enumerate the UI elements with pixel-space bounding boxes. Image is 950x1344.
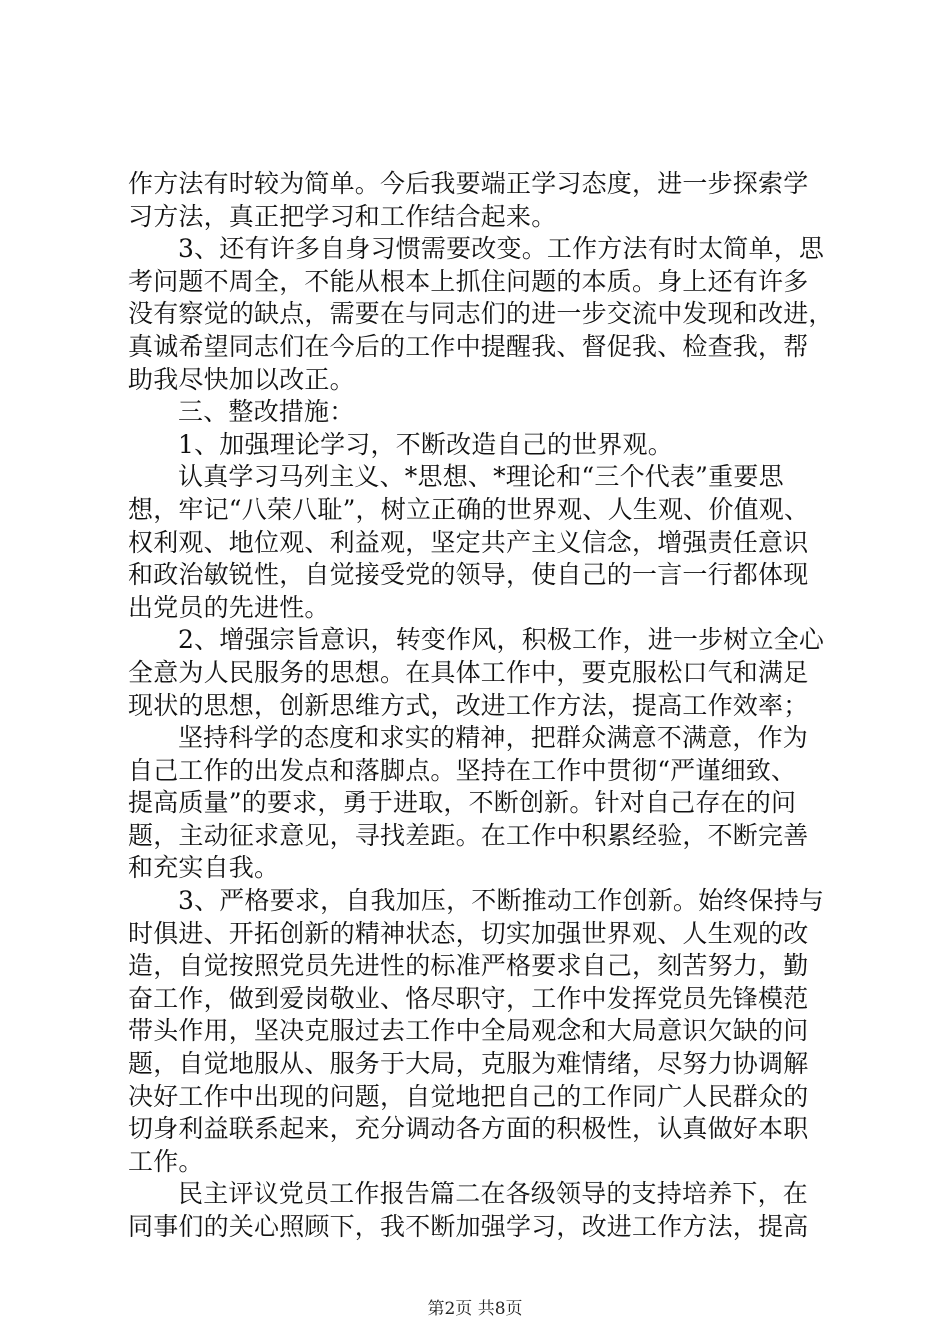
- text-line: 没有察觉的缺点，需要在与同志们的进一步交流中发现和改进，: [128, 299, 834, 329]
- text-line: 助我尽快加以改正。: [128, 364, 355, 394]
- text-line: 同事们的关心照顾下，我不断加强学习，改进工作方法，提高: [128, 1212, 809, 1241]
- text-line: 和政治敏锐性，自觉接受党的领导，使自己的一言一行都体现: [128, 560, 809, 590]
- text-line: 坚持科学的态度和求实的精神，把群众满意不满意，作为: [178, 723, 809, 753]
- text-line: 自己工作的出发点和落脚点。坚持在工作中贯彻“严谨细致、: [128, 755, 797, 785]
- text-line: 和充实自我。: [128, 853, 280, 883]
- text-line: 奋工作，做到爱岗敬业、恪尽职守，工作中发挥党员先锋模范: [128, 983, 809, 1013]
- text-line: 题，自觉地服从、服务于大局，克服为难情绪，尽努力协调解: [128, 1049, 809, 1079]
- section-heading: 三、整改措施：: [178, 397, 355, 427]
- body-text: [128, 168, 834, 1244]
- text-line: 权利观、地位观、利益观，坚定共产主义信念，增强责任意识: [128, 527, 809, 557]
- text-line: 全意为人民服务的思想。在具体工作中，要克服松口气和满足: [128, 657, 809, 687]
- text-line: 出党员的先进性。: [128, 592, 330, 622]
- text-line: 决好工作中出现的问题，自觉地把自己的工作同广人民群众的: [128, 1081, 809, 1111]
- text-line: 题，主动征求意见，寻找差距。在工作中积累经验，不断完善: [128, 820, 809, 850]
- text-line: 切身利益联系起来，充分调动各方面的积极性，认真做好本职: [128, 1114, 809, 1144]
- text-line: 提高质量”的要求，勇于进取，不断创新。针对自己存在的问: [128, 788, 797, 818]
- text-line: 造，自觉按照党员先进性的标准严格要求自己，刻苦努力，勤: [128, 951, 809, 981]
- text-line: 想，牢记“八荣八耻”，树立正确的世界观、人生观、价值观、: [128, 494, 810, 524]
- text-line: 3、严格要求，自我加压，不断推动工作创新。始终保持与: [178, 886, 825, 916]
- text-line: 时俱进、开拓创新的精神状态，切实加强世界观、人生观的改: [128, 918, 809, 948]
- text-line: 现状的思想，创新思维方式，改进工作方法，提高工作效率；: [128, 690, 809, 720]
- text-line: 作方法有时较为简单。今后我要端正学习态度，进一步探索学: [128, 169, 809, 198]
- text-line: 真诚希望同志们在今后的工作中提醒我、督促我、检查我，帮: [128, 331, 809, 361]
- page-footer: 第2页 共8页: [427, 1299, 523, 1319]
- text-line: 考问题不周全，不能从根本上抓住问题的本质。身上还有许多: [128, 266, 809, 296]
- text-line: 带头作用，坚决克服过去工作中全局观念和大局意识欠缺的问: [128, 1016, 809, 1046]
- text-line: 民主评议党员工作报告篇二在各级领导的支持培养下，在: [178, 1179, 809, 1209]
- text-line: 2、增强宗旨意识，转变作风，积极工作，进一步树立全心: [178, 625, 825, 655]
- text-line: 习方法，真正把学习和工作结合起来。: [128, 201, 557, 231]
- text-line: 1、加强理论学习，不断改造自己的世界观。: [178, 429, 673, 459]
- text-line: 认真学习马列主义、*思想、*理论和“三个代表”重要思: [178, 462, 784, 492]
- text-line: 3、还有许多自身习惯需要改变。工作方法有时太简单，思: [178, 234, 825, 264]
- text-line: 工作。: [128, 1146, 204, 1176]
